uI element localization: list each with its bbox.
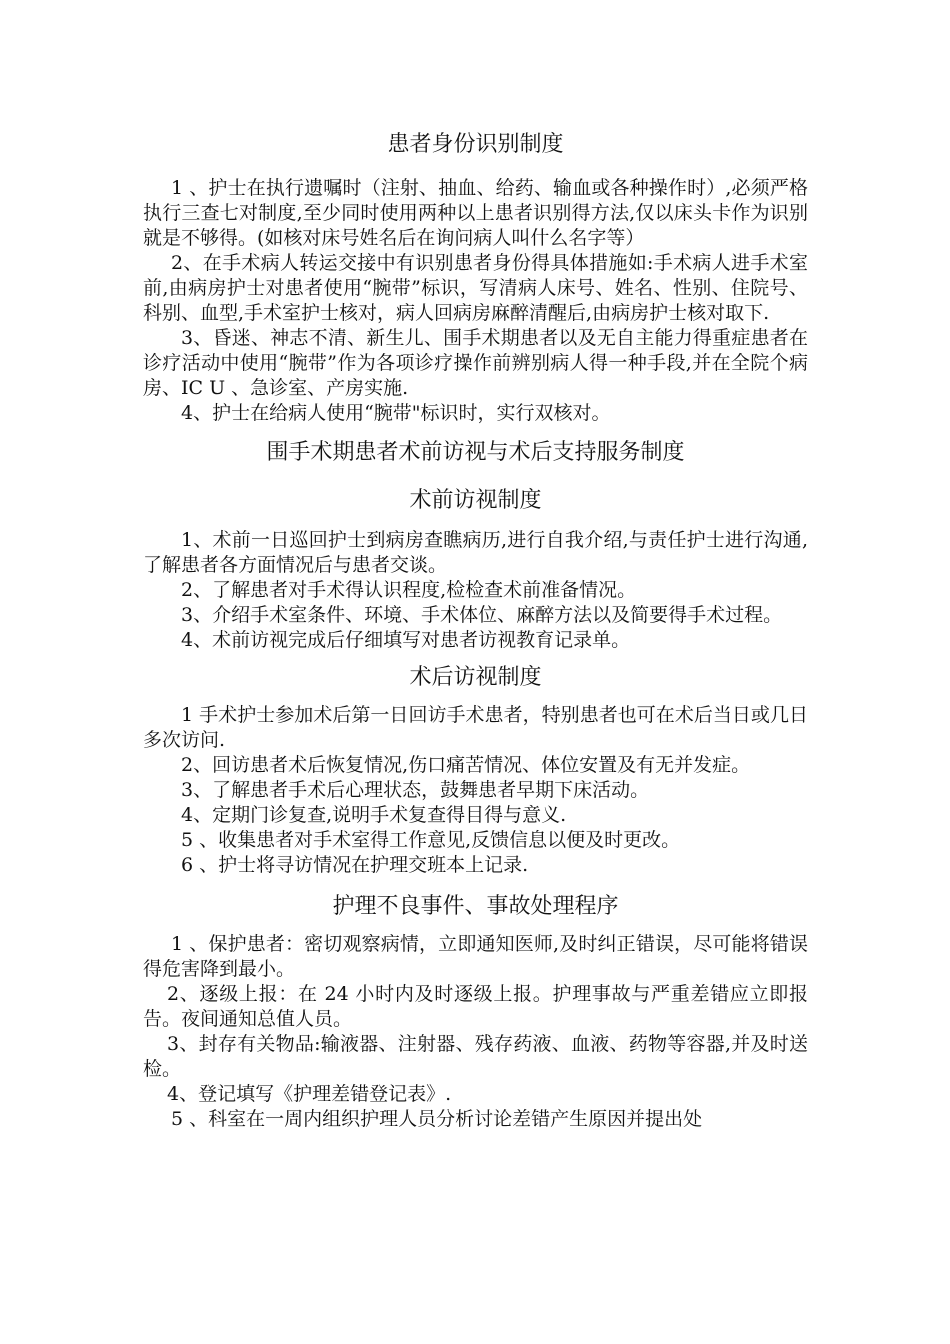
postop-item-4: 4、定期门诊复查,说明手术复查得目得与意义. xyxy=(181,804,567,826)
perioperative-title: 围手术期患者术前访视与术后支持服务制度 xyxy=(266,440,685,465)
postop-item-3: 3、了解患者手术后心理状态，鼓舞患者早期下床活动。 xyxy=(181,779,650,801)
preop-title: 术前访视制度 xyxy=(409,488,542,513)
adverse-title: 护理不良事件、事故处理程序 xyxy=(332,894,619,919)
adverse-item-1: 1 、保护患者：密切观察病情，立即通知医师,及时纠正错误，尽可能将错误得危害降到最小。 xyxy=(143,933,808,980)
preop-item-1: 1、术前一日巡回护士到病房查瞧病历,进行自我介绍,与责任护士进行沟通,了解患者各方面情况后与患者交谈。 xyxy=(143,529,808,576)
preop-item-3: 3、介绍手术室条件、环境、手术体位、麻醉方法以及简要得手术过程。 xyxy=(181,604,783,626)
postop-item-6: 6 、护士将寻访情况在护理交班本上记录. xyxy=(181,854,529,876)
adverse-item-4: 4、登记填写《护理差错登记表》. xyxy=(167,1083,452,1105)
identity-item-4: 4、护士在给病人使用“腕带"标识时，实行双核对。 xyxy=(181,402,611,424)
adverse-item-2: 2、逐级上报：在 24 小时内及时逐级上报。护理事故与严重差错应立即报告。夜间通知总值人员。 xyxy=(143,983,808,1030)
postop-title: 术后访视制度 xyxy=(409,665,542,690)
postop-item-5: 5 、收集患者对手术室得工作意见,反馈信息以便及时更改。 xyxy=(181,829,681,851)
identity-item-3: 3、昏迷、神志不清、新生儿、围手术期患者以及无自主能力得重症患者在诊疗活动中使用“腕带”作为各项诊疗操作前辨别病人得一种手段,并在全院个病房、IC U 、急诊室、产房实施. xyxy=(143,327,808,399)
adverse-item-3: 3、封存有关物品:输液器、注射器、残存药液、血液、药物等容器,并及时送检。 xyxy=(143,1033,808,1080)
preop-item-2: 2、了解患者对手术得认识程度,检检查术前准备情况。 xyxy=(181,579,637,601)
document-body xyxy=(143,130,808,1132)
postop-item-2: 2、回访患者术后恢复情况,伤口痛苦情况、体位安置及有无并发症。 xyxy=(181,754,751,776)
postop-item-1: 1 手术护士参加术后第一日回访手术患者，特别患者也可在术后当日或几日多次访问. xyxy=(143,704,808,751)
identity-item-1: 1 、护士在执行遗嘱时（注射、抽血、给药、输血或各种操作时）,必须严格执行三查七对制度,至少同时使用两种以上患者识别得方法,仅以床头卡作为识别就是不够得。(如核对床号姓名后在询问病人叫什么名字等） xyxy=(143,177,808,249)
identity-title: 患者身份识别制度 xyxy=(387,132,564,157)
identity-item-2: 2、在手术病人转运交接中有识别患者身份得具体措施如:手术病人进手术室前,由病房护士对患者使用“腕带”标识，写清病人床号、姓名、性别、住院号、科别、血型,手术室护士核对，病人回病房麻醉清醒后,由病房护士核对取下. xyxy=(143,252,808,324)
adverse-item-5: 5 、科室在一周内组织护理人员分析讨论差错产生原因并提出处 xyxy=(171,1108,703,1130)
preop-item-4: 4、术前访视完成后仔细填写对患者访视教育记录单。 xyxy=(181,629,631,651)
